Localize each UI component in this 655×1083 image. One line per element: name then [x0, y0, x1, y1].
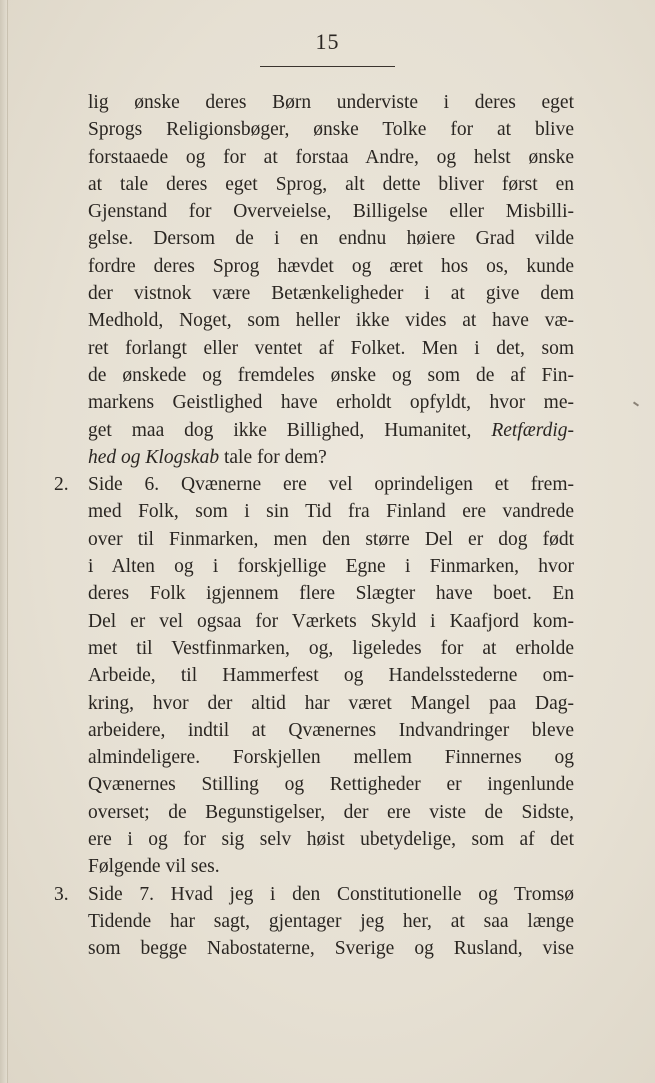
line-text: kring, hvor der altid har været Mangel paa Dag-: [88, 692, 574, 714]
item-number: 2.: [54, 474, 69, 496]
text-line: [88, 744, 574, 771]
line-text: gelse. Dersom de i en endnu høiere Grad vilde: [88, 228, 574, 250]
margin-mark: [633, 401, 639, 406]
line-text: i Alten og i forskjellige Egne i Finmarken, hvor: [88, 556, 574, 578]
line-text: fordre deres Sprog hævdet og æret hos os, kunde: [88, 255, 574, 277]
line-text: Følgende vil ses.: [88, 856, 220, 878]
line-text: tale for dem?: [223, 446, 327, 468]
text-line: [88, 335, 574, 362]
text-line: [88, 307, 574, 334]
text-line: [88, 198, 574, 225]
text-line: [88, 826, 574, 853]
text-line: [88, 89, 574, 116]
text-line: [88, 225, 574, 252]
line-text: overset; de Begunstigelser, der ere viste de Sidste,: [88, 801, 574, 823]
text-line: [88, 144, 574, 171]
text-line: [88, 171, 574, 198]
line-text: Sprogs Religionsbøger, ønske Tolke for at blive: [88, 119, 574, 141]
line-text: der vistnok være Betænkeligheder i at give dem: [88, 283, 574, 305]
text-line: [88, 498, 574, 525]
line-text: Arbeide, til Hammerfest og Handelsstederne om-: [88, 665, 574, 687]
text-line: [88, 526, 574, 553]
line-text: Side 7. Hvad jeg i den Constitutionelle og Tromsø: [88, 883, 574, 905]
line-text: Qvænernes Stilling og Rettigheder er ingenlunde: [88, 774, 574, 796]
italic-text: hed og Klogskab: [88, 446, 220, 468]
text-line: [88, 444, 574, 471]
line-text: over til Finmarken, men den større Del er dog født: [88, 528, 574, 550]
page-gutter: [0, 0, 8, 1083]
line-text: som begge Nabostaterne, Sverige og Rusland, vise: [88, 938, 574, 960]
line-text: forstaaede og for at forstaa Andre, og helst ønske: [88, 146, 574, 168]
line-text: lig ønske deres Børn underviste i deres eget: [88, 92, 574, 113]
line-text: Del er vel ogsaa for Værkets Skyld i Kaafjord kom-: [88, 610, 574, 632]
text-line: [88, 853, 574, 880]
text-line: [88, 253, 574, 280]
item-number: 3.: [54, 883, 69, 905]
text-line: [88, 771, 574, 798]
line-text: Medhold, Noget, som heller ikke vides at have væ-: [88, 310, 574, 332]
text-line: [54, 471, 574, 498]
text-line: [88, 635, 574, 662]
text-line: [88, 362, 574, 389]
line-text: at tale deres eget Sprog, alt dette bliver først en: [88, 173, 574, 195]
text-line: [88, 116, 574, 143]
text-line: [88, 280, 574, 307]
header-rule: [260, 66, 395, 67]
body-text: [54, 89, 574, 963]
text-line: [88, 799, 574, 826]
line-text: arbeidere, indtil at Qvænernes Indvandringer bleve: [88, 719, 574, 741]
line-text: markens Geistlighed have erholdt opfyldt, hvor me-: [88, 392, 574, 414]
line-text: ret forlangt eller ventet af Folket. Men i det, som: [88, 337, 574, 359]
text-line: [88, 389, 574, 416]
line-text: Tidende har sagt, gjentager jeg her, at saa længe: [88, 910, 574, 932]
line-text: almindeligere. Forskjellen mellem Finnernes og: [88, 747, 574, 769]
line-text: Gjenstand for Overveielse, Billigelse eller Misbilli-: [88, 201, 574, 223]
line-text: med Folk, som i sin Tid fra Finland ere vandrede: [88, 501, 574, 523]
italic-text: Retfærdig-: [491, 419, 574, 441]
line-text: ere i og for sig selv høist ubetydelige, som af det: [88, 829, 574, 851]
text-line: [88, 608, 574, 635]
text-line: [88, 908, 574, 935]
line-text: get maa dog ikke Billighed, Humanitet,: [88, 419, 472, 441]
text-line: [88, 580, 574, 607]
text-line: [88, 690, 574, 717]
text-line: [88, 417, 574, 444]
line-text: deres Folk igjennem flere Slægter have boet. En: [88, 583, 574, 605]
line-text: met til Vestfinmarken, og, ligeledes for at erholde: [88, 637, 574, 659]
text-line: [54, 881, 574, 908]
text-line: [88, 717, 574, 744]
line-text: Side 6. Qvænerne ere vel oprindeligen et frem-: [88, 474, 574, 496]
text-line: [88, 662, 574, 689]
page-number: 15: [315, 29, 340, 54]
text-line: [88, 553, 574, 580]
text-line: [88, 935, 574, 962]
line-text: de ønskede og fremdeles ønske og som de af Fin-: [88, 364, 574, 386]
